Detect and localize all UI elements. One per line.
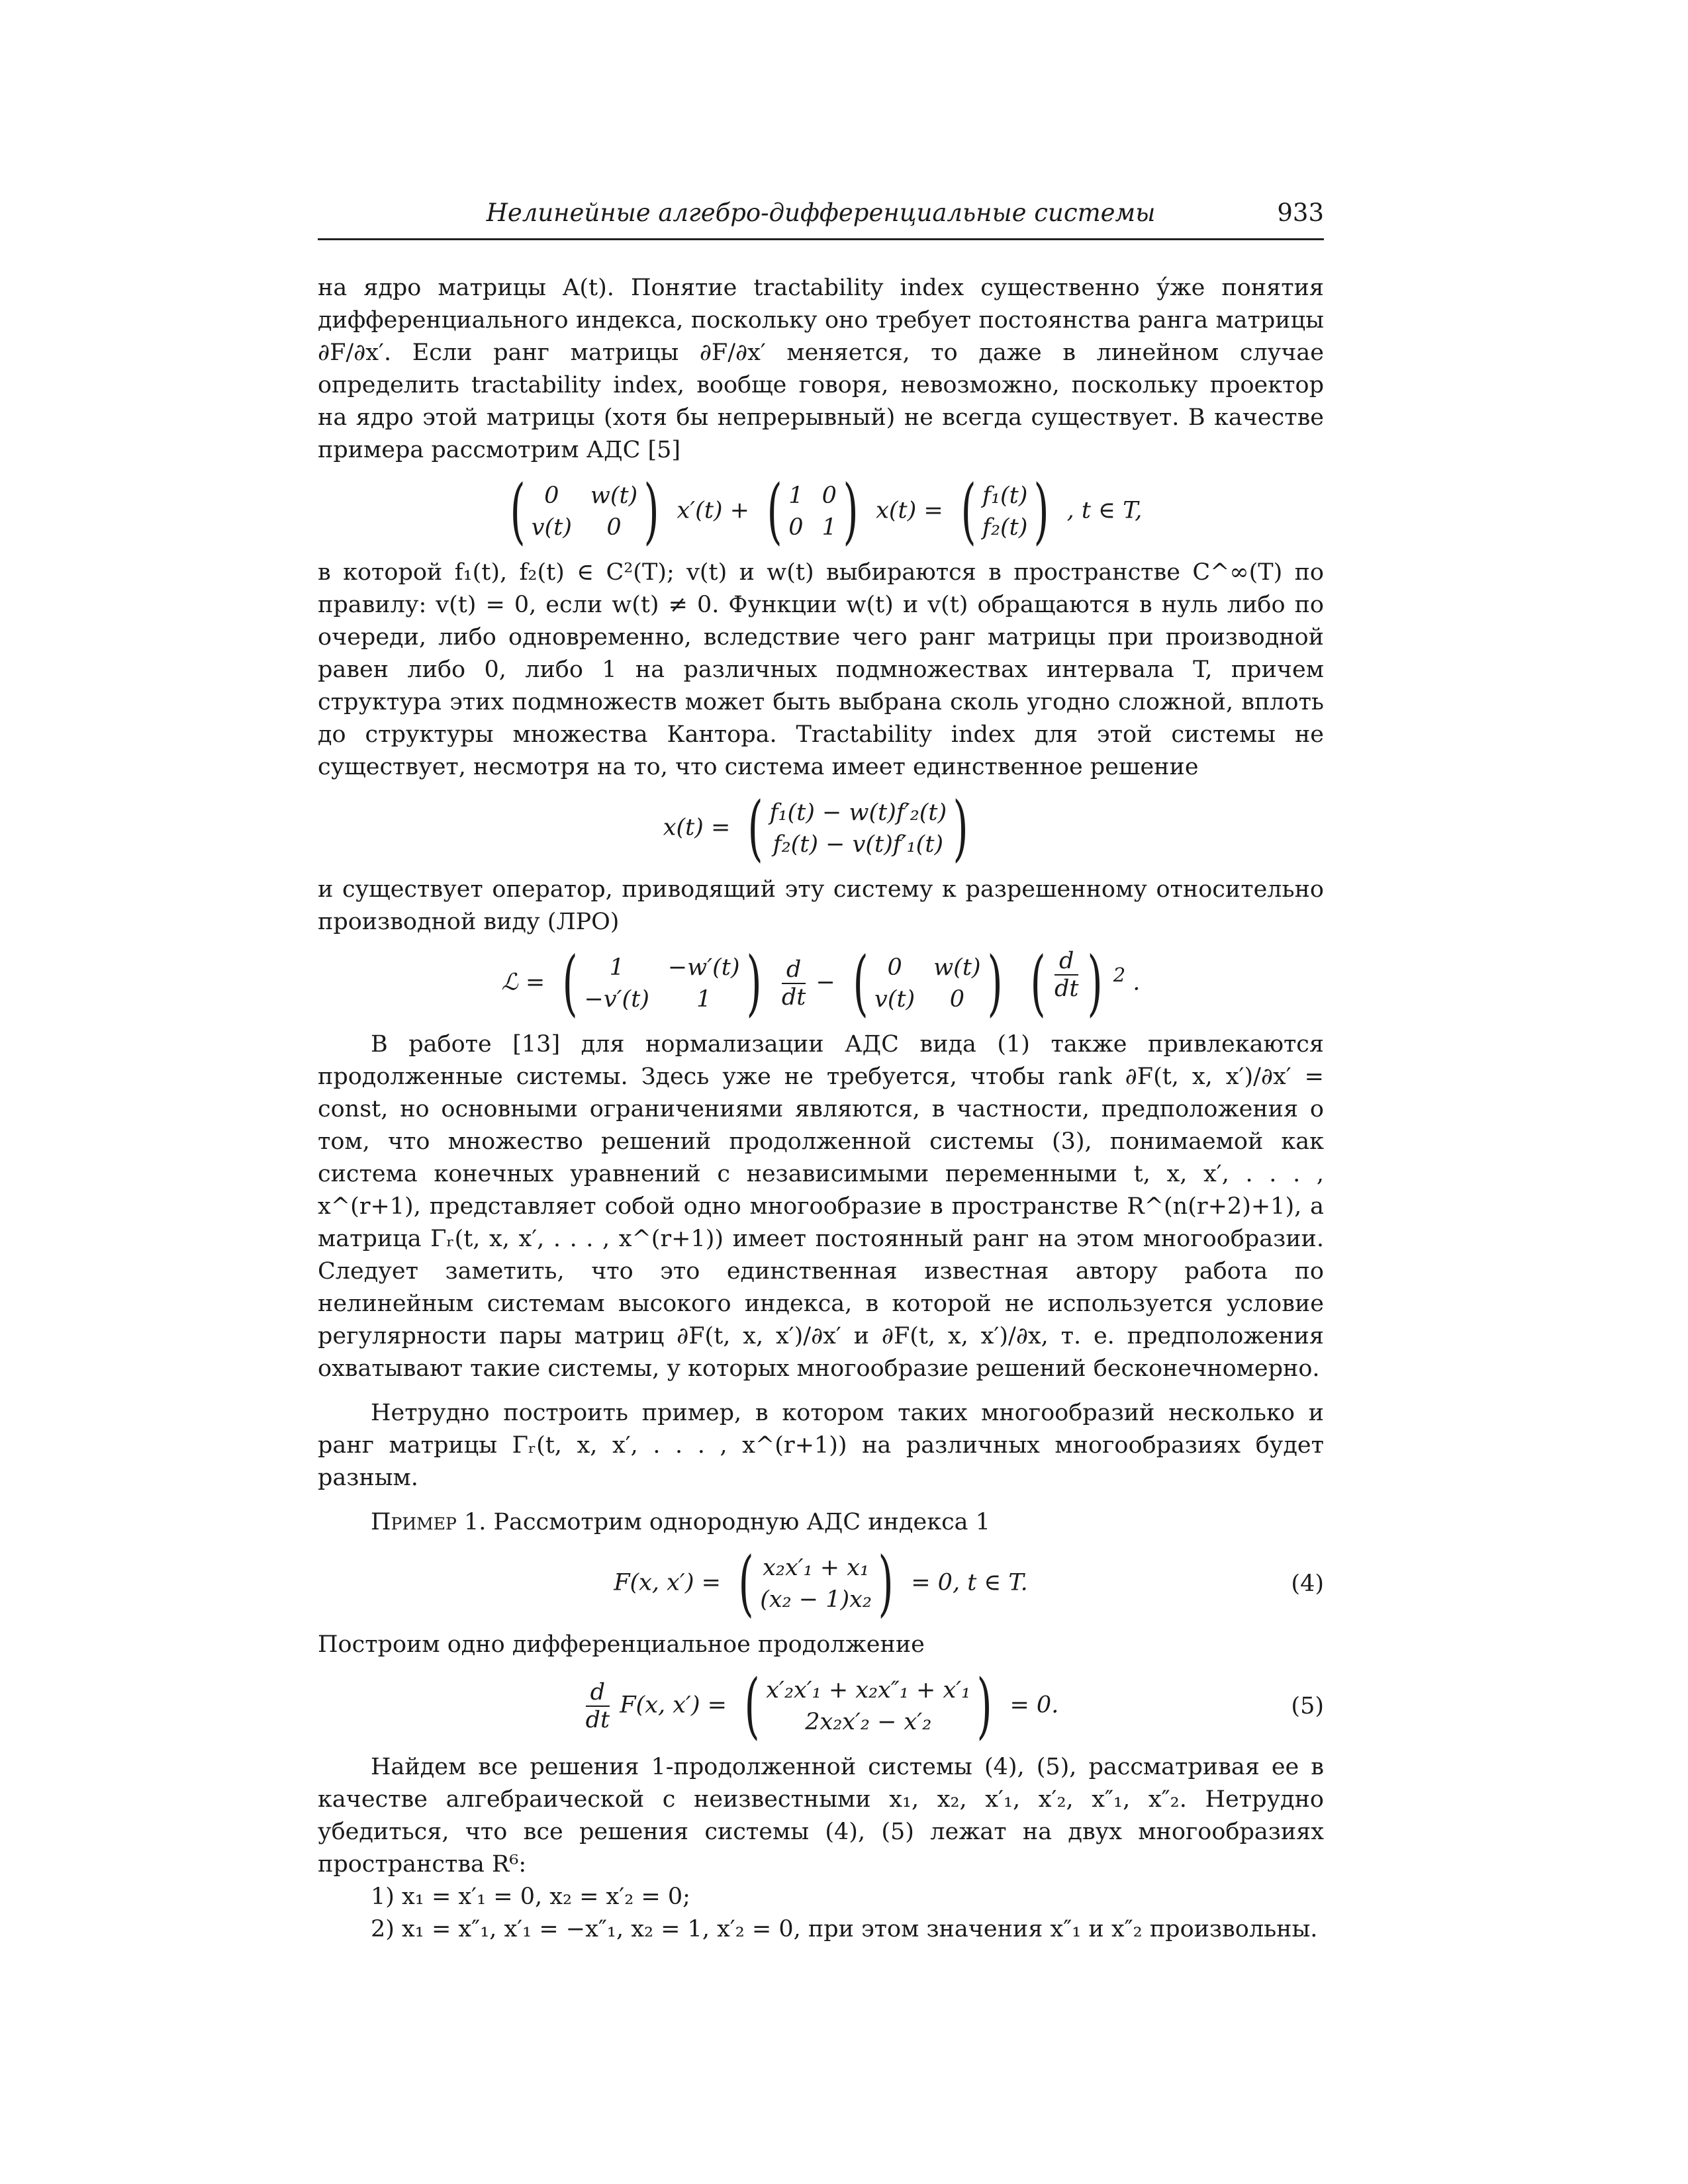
vector-cell: x₂x′₁ + x₁ bbox=[763, 1555, 870, 1581]
derivative-fraction: $\frac{d}{dt}$ bbox=[1054, 948, 1079, 1002]
right-paren: ) bbox=[987, 942, 1003, 1024]
equation-text: = 0. bbox=[1009, 1692, 1059, 1719]
matrix bbox=[761, 470, 865, 553]
paragraph: и существует оператор, приводящий эту систему к разрешенному относительно производной виду (ЛРО) bbox=[318, 876, 1324, 935]
matrix-cell: v(t) bbox=[874, 986, 915, 1013]
vector-cell: f₂(t) bbox=[982, 514, 1028, 541]
matrix-cell: 0 bbox=[949, 986, 965, 1013]
right-paren: ) bbox=[953, 787, 968, 870]
equation-5 bbox=[318, 1664, 1324, 1747]
right-paren: ) bbox=[746, 942, 762, 1024]
vector-cell: x′₂x′₁ + x₂x″₁ + x′₁ bbox=[766, 1677, 971, 1704]
right-paren: ) bbox=[1087, 942, 1103, 1024]
equation-text: x′(t) + bbox=[677, 497, 749, 524]
example-text: Рассмотрим однородную АДС индекса 1 bbox=[493, 1509, 990, 1535]
period: . bbox=[1133, 969, 1141, 996]
paragraph: Нетрудно построить пример, в котором таких многообразий несколько и ранг матрицы Γᵣ(t, x, x′, . . . , x^(r+1)) на различных многообразиях будет разным. bbox=[318, 1400, 1324, 1491]
vector-cell: (x₂ − 1)x₂ bbox=[760, 1586, 872, 1613]
page bbox=[318, 192, 1324, 1946]
equation-4 bbox=[318, 1542, 1324, 1625]
right-paren: ) bbox=[976, 1664, 992, 1747]
equation-operator bbox=[318, 942, 1324, 1024]
example-label: Пример 1. bbox=[371, 1509, 487, 1535]
left-paren: ( bbox=[562, 942, 579, 1024]
equation-text: F(x, x′) = bbox=[614, 1569, 721, 1596]
derivative-fraction: $\frac{d}{dt}$ bbox=[781, 956, 806, 1011]
matrix-cell: w(t) bbox=[590, 482, 638, 509]
exponent: 2 bbox=[1113, 963, 1126, 986]
matrix-cell: 0 bbox=[606, 514, 622, 541]
matrix-cell: 0 bbox=[544, 482, 559, 509]
paragraph: В работе [13] для нормализации АДС вида (1) также привлекаются продолженные системы. Здесь уже не требуется, чтобы rank ∂F(t, x, x′)/∂x′ = const, но основными ограничениями являются, в частности, предположения о том, что множество решений продолженной системы (3), понимаемой как система конечных уравнений с независимыми переменными t, x, x′, . . . , x^(r+1), представляет собой одно многообразие в пространстве R^(n(r+2)+1), а матрица Γᵣ(t, x, x′, . . . , x^(r+1)) имеет постоянный ранг на этом многообразии. Следует заметить, что это единственная известная автору работа по нелинейным системам высокого индекса, в которой не используется условие регулярности пары матриц ∂F(t, x, x′)/∂x′ и ∂F(t, x, x′)/∂x, т. е. предположения охватывают такие системы, у которых многообразие решений бесконечномерно. bbox=[318, 1031, 1324, 1382]
matrix-cell: 1 bbox=[788, 482, 804, 509]
vector bbox=[732, 1542, 900, 1625]
vector-cell: f₁(t) − w(t)f′₂(t) bbox=[769, 799, 947, 826]
left-paren: ( bbox=[744, 1664, 760, 1747]
matrix-cell: 0 bbox=[788, 514, 804, 541]
page-number: 933 bbox=[1277, 199, 1324, 227]
paragraph: на ядро матрицы A(t). Понятие tractability index существенно у́же понятия дифференциального индекса, поскольку оно требует постоянства ранга матрицы ∂F/∂x′. Если ранг матрицы ∂F/∂x′ меняется, то даже в линейном случае определить tractability index, вообще говоря, невозможно, поскольку проектор на ядро этой матрицы (хотя бы непрерывный) не всегда существует. В качестве примера рассмотрим АДС [5] bbox=[318, 275, 1324, 463]
equation-text: ℒ = bbox=[501, 969, 545, 996]
matrix bbox=[504, 470, 666, 553]
equation-text: x(t) = bbox=[876, 497, 943, 524]
matrix-cell: −v′(t) bbox=[584, 986, 649, 1013]
list-item: 2) x₁ = x″₁, x′₁ = −x″₁, x₂ = 1, x′₂ = 0, при этом значения x″₁ и x″₂ произвольны. bbox=[371, 1916, 1318, 1942]
vector bbox=[741, 787, 974, 870]
equation-number: (4) bbox=[1291, 1570, 1324, 1597]
left-paren: ( bbox=[961, 470, 976, 553]
running-header bbox=[318, 192, 1324, 240]
list-item: 1) x₁ = x′₁ = 0, x₂ = x′₂ = 0; bbox=[371, 1884, 690, 1910]
equation-text: F(x, x′) = bbox=[620, 1692, 727, 1719]
matrix-cell: 0 bbox=[821, 482, 837, 509]
paragraph: Найдем все решения 1-продолженной системы (4), (5), рассматривая ее в качестве алгебраической с неизвестными x₁, x₂, x′₁, x′₂, x″₁, x″₂. Нетрудно убедиться, что все решения системы (4), (5) лежат на двух многообразиях пространства R⁶: bbox=[318, 1754, 1324, 1878]
paragraph: Построим одно дифференциальное продолжение bbox=[318, 1631, 925, 1658]
equation-text: , t ∈ T, bbox=[1066, 497, 1143, 524]
example-heading bbox=[318, 1506, 1324, 1539]
matrix bbox=[847, 942, 1009, 1024]
derivative-squared bbox=[1024, 942, 1109, 1024]
paragraph: в которой f₁(t), f₂(t) ∈ C²(T); v(t) и w(t) выбираются в пространстве C^∞(T) по правилу: v(t) = 0, если w(t) ≠ 0. Функции w(t) и v(t) обращаются в нуль либо по очереди, либо одновременно, вследствие чего ранг матрицы при производной равен либо 0, либо 1 на различных подмножествах интервала T, причем структура этих подмножеств может быть выбрана сколь угодно сложной, вплоть до структуры множества Кантора. Tractability index для этой системы не существует, несмотря на то, что система имеет единственное решение bbox=[318, 559, 1324, 780]
left-paren: ( bbox=[853, 942, 868, 1024]
right-paren: ) bbox=[843, 470, 859, 553]
equation-text: = 0, t ∈ T. bbox=[911, 1569, 1028, 1596]
right-paren: ) bbox=[878, 1542, 894, 1625]
vector-cell: f₁(t) bbox=[982, 482, 1028, 509]
left-paren: ( bbox=[747, 787, 764, 870]
minus-sign: − bbox=[816, 969, 835, 996]
matrix-cell: −w′(t) bbox=[667, 954, 740, 981]
left-paren: ( bbox=[1030, 942, 1046, 1024]
vector-cell: f₂(t) − v(t)f′₁(t) bbox=[773, 831, 944, 858]
left-paren: ( bbox=[738, 1542, 754, 1625]
matrix-cell: w(t) bbox=[933, 954, 981, 981]
equation-solution bbox=[318, 787, 1324, 870]
equation-number: (5) bbox=[1291, 1693, 1324, 1719]
matrix-cell: 1 bbox=[609, 954, 624, 981]
right-paren: ) bbox=[1033, 470, 1050, 553]
matrix bbox=[556, 942, 767, 1024]
running-title: Нелинейные алгебро-дифференциальные системы bbox=[486, 199, 1156, 227]
matrix-cell: 0 bbox=[887, 954, 902, 981]
matrix-cell: 1 bbox=[696, 986, 712, 1013]
equation-text: x(t) = bbox=[663, 814, 731, 841]
vector bbox=[955, 470, 1056, 553]
matrix-cell: 1 bbox=[821, 514, 837, 541]
vector bbox=[738, 1664, 998, 1747]
vector-cell: 2x₂x′₂ − x′₂ bbox=[805, 1709, 932, 1735]
left-paren: ( bbox=[510, 470, 526, 553]
matrix-cell: v(t) bbox=[531, 514, 572, 541]
body-text bbox=[318, 272, 1324, 1946]
left-paren: ( bbox=[767, 470, 782, 553]
equation-ads-example bbox=[318, 470, 1324, 553]
derivative-fraction: $\frac{d}{dt}$ bbox=[585, 1679, 610, 1733]
right-paren: ) bbox=[643, 470, 659, 553]
